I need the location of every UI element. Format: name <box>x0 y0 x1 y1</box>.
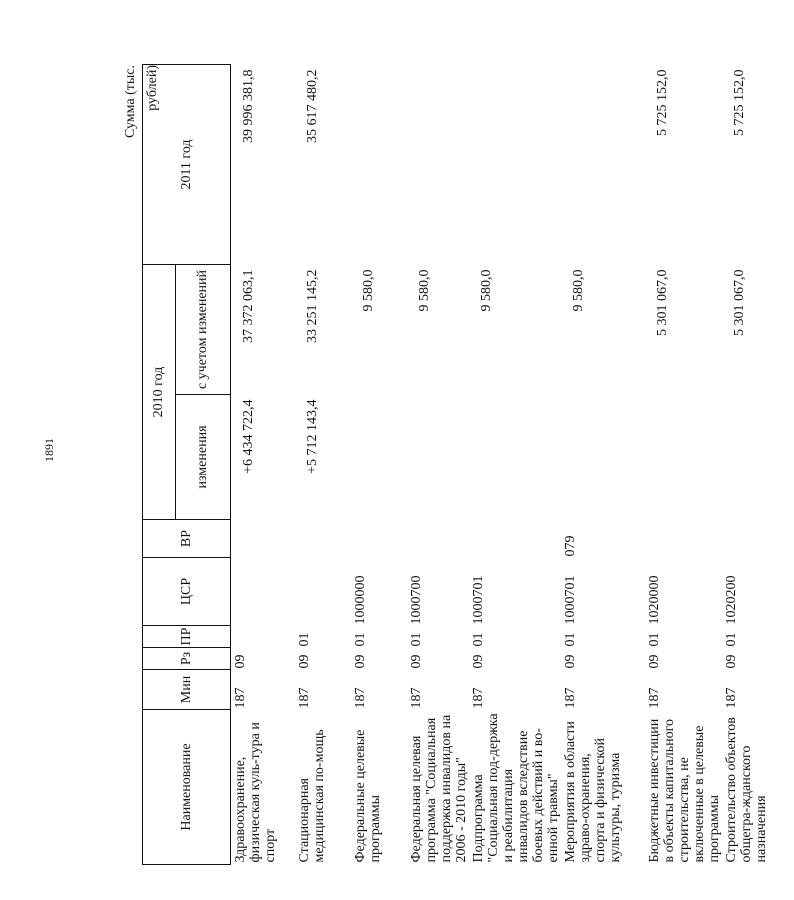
row-vr: 079 <box>562 535 578 557</box>
row-csr: 1000701 <box>562 575 578 625</box>
units-caption: Сумма (тыс. рублей) <box>123 65 160 139</box>
table-row <box>295 65 351 865</box>
header-year-2010: 2010 год <box>143 265 176 520</box>
row-name: Федеральные целевые программы <box>352 729 383 863</box>
header-year-2011: 2011 год <box>143 65 231 265</box>
row-csr <box>231 558 295 626</box>
header-vr: ВР <box>143 520 231 558</box>
header-changes: изменения <box>176 395 231 520</box>
row-name: Стационарная медицинская по-мощь <box>296 729 327 863</box>
row-rz: 09 <box>723 654 739 669</box>
row-changes <box>407 395 469 520</box>
row-with-changes: 9 580,0 <box>360 269 376 312</box>
header-pr: ПР <box>143 626 231 648</box>
row-name: Подпрограмма "Социальная под-держка и реабилитация инвалидов вследствие боевых действий и во-енной травмы" <box>470 713 561 863</box>
row-name: Бюджетные инвестиции в объекты капитального строительства, не включенные в целевые программы <box>646 718 722 863</box>
row-min: 187 <box>233 687 248 709</box>
row-with-changes: 9 580,0 <box>478 269 494 312</box>
row-csr <box>295 558 351 626</box>
row-vr <box>295 520 351 558</box>
header-csr: ЦСР <box>143 558 231 626</box>
header-rz: Рз <box>143 648 231 670</box>
row-name: Строительство объектов общегра-жданского назначения <box>723 717 769 863</box>
row-pr: 01 <box>470 632 486 647</box>
row-min: 187 <box>646 687 662 709</box>
row-with-changes: 5 301 067,0 <box>654 269 670 336</box>
table-row <box>645 65 722 865</box>
row-with-changes: 9 580,0 <box>416 269 432 312</box>
row-pr: 01 <box>296 632 312 647</box>
row-csr: 1020200 <box>723 575 739 625</box>
row-vr <box>469 520 561 558</box>
row-rz: 09 <box>296 654 312 669</box>
row-with-changes: 33 251 145,2 <box>304 269 320 343</box>
row-pr: 01 <box>723 632 739 647</box>
row-vr <box>231 520 295 558</box>
row-rz: 09 <box>646 654 662 669</box>
table-row <box>469 65 561 865</box>
row-min: 187 <box>470 687 486 709</box>
row-min: 187 <box>562 687 578 709</box>
row-pr: 01 <box>562 632 578 647</box>
row-changes: +5 712 143,4 <box>304 399 320 474</box>
table-row <box>561 65 645 865</box>
row-csr: 1000000 <box>352 575 368 625</box>
table-row <box>722 65 794 865</box>
row-rz: 09 <box>408 654 424 669</box>
row-2011: 35 617 480,2 <box>304 69 320 143</box>
row-2011: 39 996 381,8 <box>241 69 256 143</box>
row-name: Федеральная целевая программа "Социальная поддержка инвалидов на 2006 - 2010 годы" <box>408 714 469 863</box>
row-pr: 01 <box>646 632 662 647</box>
header-with-changes: с учетом изменений <box>176 265 231 395</box>
row-changes <box>722 395 794 520</box>
row-min: 187 <box>352 687 368 709</box>
row-min: 187 <box>296 687 312 709</box>
header-name: Наименование <box>143 710 231 865</box>
row-changes: +6 434 722,4 <box>241 399 256 474</box>
page-number: 1891 <box>42 438 56 462</box>
row-vr <box>722 520 794 558</box>
row-min: 187 <box>723 687 739 709</box>
row-changes <box>561 395 645 520</box>
row-changes <box>351 395 407 520</box>
row-csr: 1020000 <box>646 575 662 625</box>
row-with-changes: 5 301 067,0 <box>731 269 747 336</box>
table-row <box>231 65 295 865</box>
row-pr <box>231 626 295 648</box>
row-changes <box>645 395 722 520</box>
row-with-changes: 9 580,0 <box>570 269 586 312</box>
budget-table <box>142 64 794 865</box>
row-rz: 09 <box>562 654 578 669</box>
row-rz: 09 <box>352 654 368 669</box>
rotated-table-area <box>120 65 769 865</box>
row-pr: 01 <box>352 632 368 647</box>
header-min: Мин <box>143 670 231 710</box>
row-with-changes: 37 372 063,1 <box>241 269 256 343</box>
row-csr: 1000700 <box>408 575 424 625</box>
row-vr <box>351 520 407 558</box>
row-vr <box>645 520 722 558</box>
row-name: Мероприятия в области здраво-охранения, спорта и физической культуры, туризма <box>562 721 623 863</box>
row-2011: 5 725 152,0 <box>654 69 670 136</box>
table-row <box>351 65 407 865</box>
row-vr <box>407 520 469 558</box>
row-2011 <box>351 65 407 265</box>
row-2011: 5 725 152,0 <box>731 69 747 136</box>
table-row <box>407 65 469 865</box>
row-min: 187 <box>408 687 424 709</box>
row-rz: 09 <box>470 654 486 669</box>
row-2011 <box>561 65 645 265</box>
row-changes <box>469 395 561 520</box>
row-name: Здравоохранение, физическая куль-тура и спорт <box>233 722 278 863</box>
row-pr: 01 <box>408 632 424 647</box>
row-2011 <box>407 65 469 265</box>
row-csr: 1000701 <box>470 575 486 625</box>
row-rz: 09 <box>233 654 248 669</box>
row-2011 <box>469 65 561 265</box>
